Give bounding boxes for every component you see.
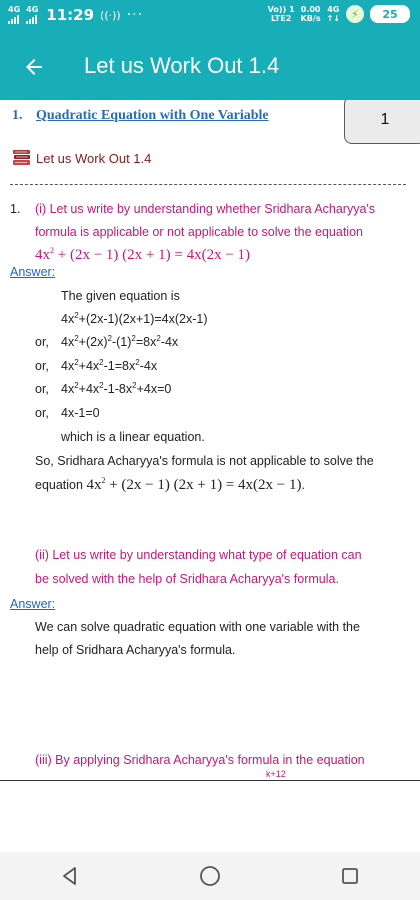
net-arrows-icon: ↑↓ — [326, 14, 340, 23]
sim2-signal — [26, 6, 38, 24]
question-2-line-1: (ii) Let us write by understanding what type of equation can — [35, 548, 362, 562]
sim1-signal-icon — [8, 14, 19, 24]
clock: 11:29 — [46, 6, 95, 24]
step-4: 4x-1=0 — [61, 406, 100, 420]
nav-back-button[interactable] — [50, 856, 90, 896]
question-1-line-2: formula is applicable or not applicable to solve the equation — [35, 225, 363, 239]
battery-icon — [370, 5, 410, 23]
or-label-1: or, — [35, 335, 49, 349]
nav-recents-button[interactable] — [330, 856, 370, 896]
speed-value: 0.00 — [300, 5, 321, 14]
linear-note: which is a linear equation. — [61, 430, 205, 444]
s2-c: -1=8x — [103, 359, 136, 373]
s1-c: -(1) — [111, 335, 132, 349]
s1-e: -4x — [160, 335, 179, 349]
s3-sup2: 2 — [99, 380, 104, 390]
page-number-box[interactable] — [344, 100, 420, 144]
step-0 — [61, 307, 208, 331]
ceq-part1: 4x — [86, 477, 102, 493]
step-2 — [61, 354, 157, 378]
lte-tag: LTE2 — [271, 14, 292, 23]
s3-d: +4x=0 — [136, 382, 172, 396]
system-nav-bar — [0, 852, 420, 900]
battery-level: 25 — [382, 7, 398, 21]
app-bar — [0, 34, 420, 100]
hotspot-icon: ((·)) — [100, 8, 121, 22]
s1-sup1: 2 — [74, 333, 79, 343]
s1-a: 4x — [61, 335, 75, 349]
eq-part1: 4x — [35, 247, 50, 263]
s0-sup: 2 — [74, 310, 79, 320]
sim2-tag: 4G — [26, 5, 39, 14]
s2-b: +4x — [78, 359, 100, 373]
work-out-heading — [12, 149, 151, 167]
section-title-wrap — [12, 108, 23, 124]
s2-sup2: 2 — [99, 357, 104, 367]
answer-2-line-2: help of Sridhara Acharyya's formula. — [35, 643, 236, 657]
s0-a: 4x — [61, 312, 75, 326]
section-number: 1. — [12, 108, 23, 123]
section-header — [0, 100, 420, 144]
speed-unit: KB/s — [300, 14, 321, 23]
or-label-2: or, — [35, 359, 49, 373]
recents-square-icon — [339, 865, 361, 887]
volte-indicator — [268, 5, 295, 23]
status-left — [8, 6, 143, 24]
s1-sup3: 2 — [131, 333, 136, 343]
nav-home-button[interactable] — [190, 856, 230, 896]
s1-b: +(2x) — [78, 335, 108, 349]
eq-part2: + (2x − 1) (2x + 1) = 4x(2x − 1) — [54, 247, 251, 263]
more-notifications-icon: ··· — [126, 7, 144, 23]
sim1-signal — [8, 6, 20, 24]
s3-c: -1-8x — [103, 382, 133, 396]
s2-a: 4x — [61, 359, 75, 373]
answer-label-1: Answer: — [10, 265, 56, 279]
question-1-line-1: (i) Let us write by understanding whether Sridhara Acharyya's — [35, 202, 376, 216]
ceq-sup: 2 — [101, 476, 106, 485]
back-arrow-icon — [22, 55, 46, 79]
s1-sup4: 2 — [156, 333, 161, 343]
dashed-divider — [10, 184, 406, 185]
given-label: The given equation is — [61, 289, 180, 303]
conclusion-line-2 — [35, 473, 305, 497]
conclusion-equation — [86, 477, 301, 493]
s1-sup2: 2 — [107, 333, 112, 343]
question-3-line-1: (iii) By applying Sridhara Acharyya's formula in the equation — [35, 753, 365, 767]
question-3-partial: k+12 — [266, 769, 286, 779]
s2-sup3: 2 — [135, 357, 140, 367]
step-3 — [61, 377, 171, 401]
step-1 — [61, 330, 178, 354]
s1-d: =8x — [135, 335, 157, 349]
app-title: Let us Work Out 1.4 — [84, 53, 280, 78]
eq-sup: 2 — [50, 246, 54, 255]
s3-sup3: 2 — [132, 380, 137, 390]
books-icon — [12, 149, 32, 167]
home-circle-icon — [198, 864, 222, 888]
net-tag: 4G — [327, 5, 340, 14]
status-bar — [0, 0, 420, 34]
work-out-label: Let us Work Out 1.4 — [36, 150, 152, 166]
volte-num: 1 — [289, 5, 295, 14]
sim1-tag: 4G — [8, 5, 21, 14]
problem-number: 1. — [10, 202, 21, 216]
page-number: 1 — [380, 111, 390, 128]
ceq-part2: + (2x − 1) (2x + 1) = 4x(2x − 1) — [105, 477, 302, 493]
question-2-line-2: be solved with the help of Sridhara Acharyya's formula. — [35, 572, 339, 586]
status-right — [268, 5, 410, 23]
answer-label-2: Answer: — [10, 597, 56, 611]
conclusion-prefix: equation — [35, 478, 83, 492]
content-area[interactable] — [0, 100, 420, 780]
charging-icon: ⚡ — [346, 5, 364, 23]
conclusion-end: . — [301, 478, 305, 492]
back-triangle-icon — [59, 865, 81, 887]
question-1-equation — [35, 243, 250, 267]
s2-sup1: 2 — [74, 357, 79, 367]
section-title-link[interactable]: Quadratic Equation with One Variable — [36, 108, 269, 123]
conclusion-line-1: So, Sridhara Acharyya's formula is not applicable to solve the — [35, 454, 374, 468]
network-type — [327, 5, 340, 23]
network-speed — [301, 5, 321, 23]
or-label-3: or, — [35, 382, 49, 396]
or-label-4: or, — [35, 406, 49, 420]
volte-tag: Vo)) — [267, 5, 287, 14]
s3-sup1: 2 — [74, 380, 79, 390]
s3-a: 4x — [61, 382, 75, 396]
sim2-signal-icon — [26, 14, 37, 24]
s3-b: +4x — [78, 382, 100, 396]
content-bottom-border — [0, 780, 420, 781]
answer-2-line-1: We can solve quadratic equation with one variable with the — [35, 620, 360, 634]
s2-d: -4x — [139, 359, 158, 373]
s0-b: +(2x-1)(2x+1)=4x(2x-1) — [78, 312, 208, 326]
back-button[interactable] — [14, 47, 54, 87]
